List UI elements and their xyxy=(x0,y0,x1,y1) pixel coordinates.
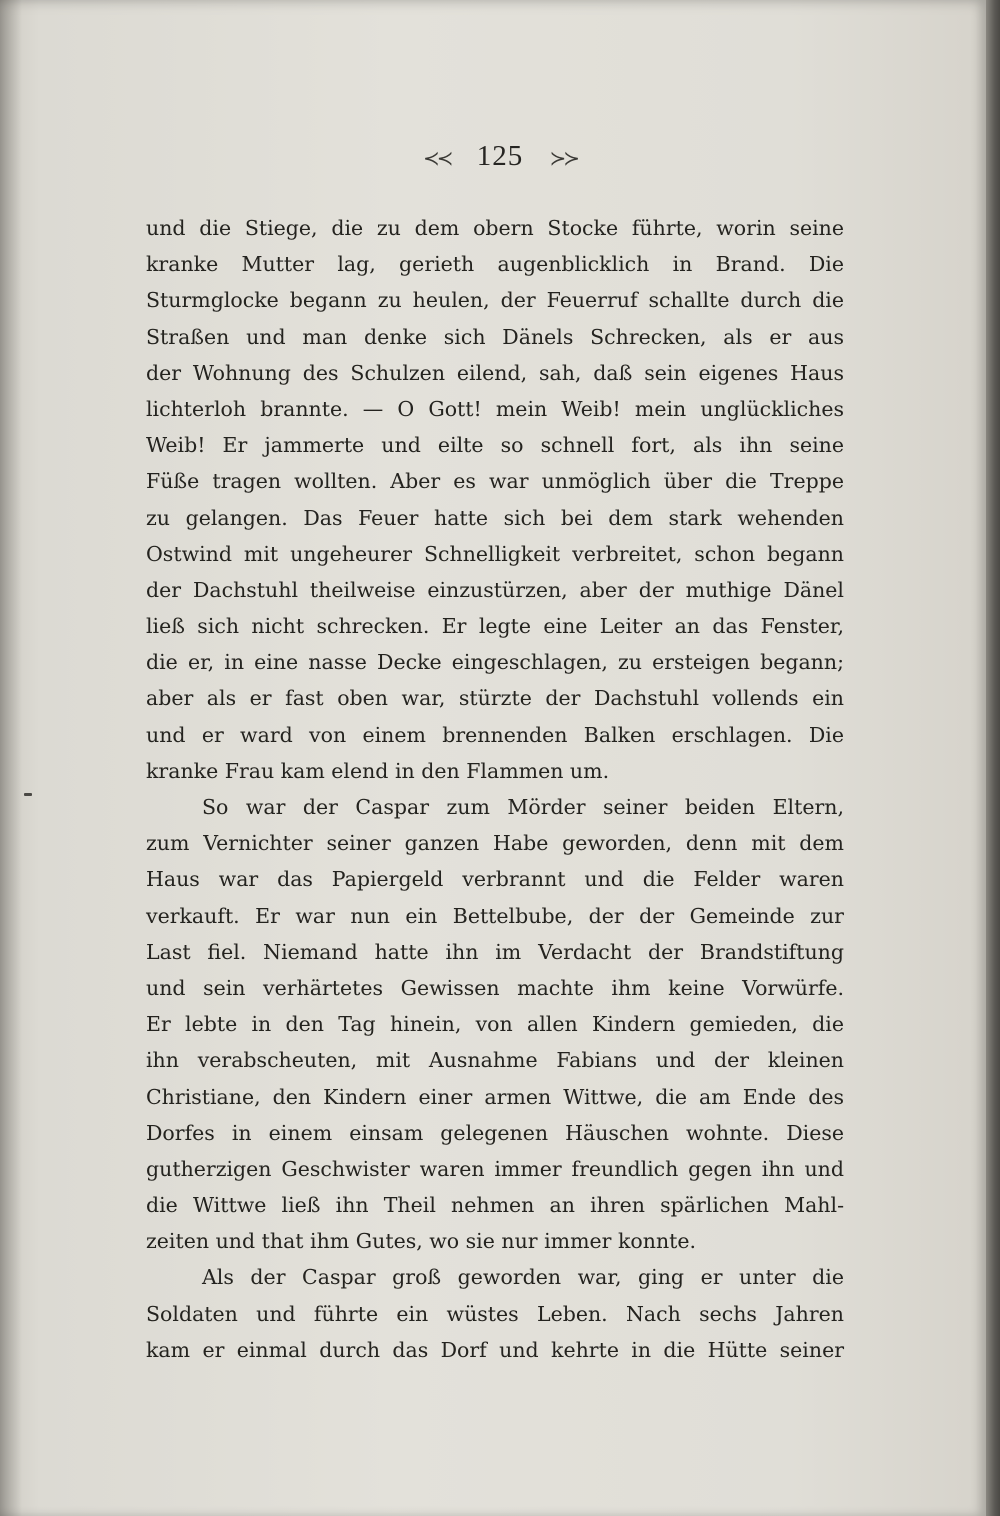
ornament-right: ≻≻ xyxy=(549,147,578,170)
text-line: zu gelangen. Das Feuer hatte sich bei dem stark wehenden xyxy=(146,505,844,530)
text-line: ihn verabscheuten, mit Ausnahme Fabians und der kleinen xyxy=(146,1048,844,1073)
text-line: kam er einmal durch das Dorf und kehrte in die Hütte seiner xyxy=(146,1337,844,1362)
body-text xyxy=(146,210,844,1368)
page-header xyxy=(0,140,1000,173)
text-line: ließ sich nicht schrecken. Er legte eine Leiter an das Fenster, xyxy=(146,614,844,639)
text-line: Sturmglocke begann zu heulen, der Feuerruf schallte durch die xyxy=(146,288,844,313)
text-line: Soldaten und führte ein wüstes Leben. Nach sechs Jahren xyxy=(146,1301,844,1326)
text-line: gutherzigen Geschwister waren immer freundlich gegen ihn und xyxy=(146,1156,844,1181)
text-line: der Wohnung des Schulzen eilend, sah, daß sein eigenes Haus xyxy=(146,360,844,385)
text-line: verkauft. Er war nun ein Bettelbube, der der Gemeinde zur xyxy=(146,903,844,928)
text-line: und die Stiege, die zu dem obern Stocke führte, worin seine xyxy=(146,216,844,240)
text-line: Weib! Er jammerte und eilte so schnell fort, als ihn seine xyxy=(146,433,844,458)
text-line: Füße tragen wollten. Aber es war unmöglich über die Treppe xyxy=(146,469,844,494)
gutter-shadow xyxy=(0,0,22,1516)
text-line: Straßen und man denke sich Dänels Schrecken, als er aus xyxy=(146,324,844,349)
text-line: aber als er fast oben war, stürzte der Dachstuhl vollends ein xyxy=(146,686,844,711)
text-line: kranke Frau kam elend in den Flammen um. xyxy=(146,758,610,783)
margin-mark xyxy=(24,793,32,796)
text-line: Ostwind mit ungeheurer Schnelligkeit verbreitet, schon begann xyxy=(146,541,844,566)
text-line: So war der Caspar zum Mörder seiner beiden Eltern, xyxy=(202,795,844,819)
ornament-left: ≺≺ xyxy=(422,147,451,170)
text-line: die er, in eine nasse Decke eingeschlagen, zu ersteigen begann; xyxy=(146,650,844,675)
text-line: Dorfes in einem einsam gelegenen Häuschen wohnte. Diese xyxy=(146,1120,844,1145)
text-line: lichterloh brannte. — O Gott! mein Weib! mein unglückliches xyxy=(146,396,844,421)
text-line: Last fiel. Niemand hatte ihn im Verdacht der Brandstiftung xyxy=(146,939,844,964)
text-line: Haus war das Papiergeld verbrannt und die Felder waren xyxy=(146,867,844,892)
page-number: 125 xyxy=(476,140,524,172)
text-line: Christiane, den Kindern einer armen Wittwe, die am Ende des xyxy=(146,1084,844,1109)
text-line: zeiten und that ihm Gutes, wo sie nur immer konnte. xyxy=(146,1229,697,1254)
text-line: der Dachstuhl theilweise einzustürzen, aber der muthige Dänel xyxy=(146,577,844,602)
text-line: Als der Caspar groß geworden war, ging er unter die xyxy=(202,1265,844,1290)
text-line: und er ward von einem brennenden Balken erschlagen. Die xyxy=(146,722,844,747)
text-line: zum Vernichter seiner ganzen Habe geworden, denn mit dem xyxy=(146,831,844,856)
text-line: die Wittwe ließ ihn Theil nehmen an ihren spärlichen Mahl- xyxy=(146,1193,844,1218)
page-edge xyxy=(986,0,1000,1516)
text-line: und sein verhärtetes Gewissen machte ihm keine Vorwürfe. xyxy=(146,975,844,1000)
text-line: kranke Mutter lag, gerieth augenblicklich in Brand. Die xyxy=(146,252,844,277)
text-line: Er lebte in den Tag hinein, von allen Kindern gemieden, die xyxy=(146,1012,844,1037)
